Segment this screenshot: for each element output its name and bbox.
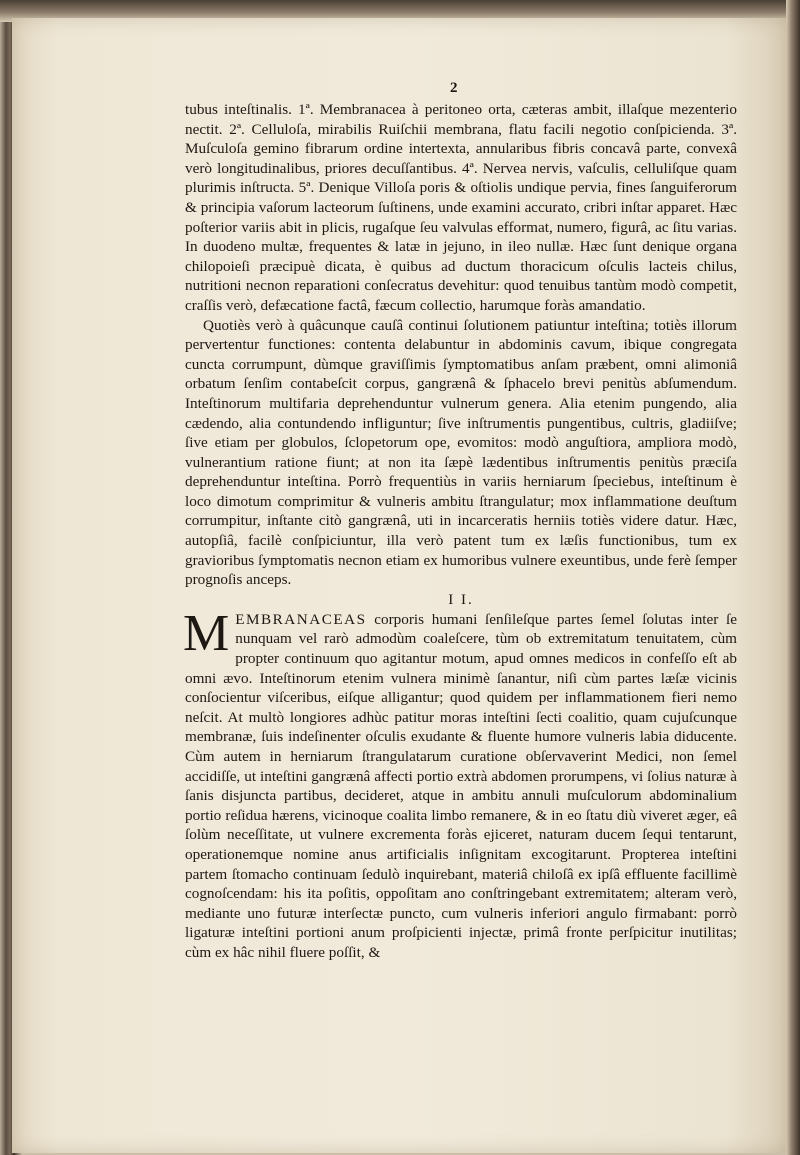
right-page-edge (786, 0, 800, 1155)
paragraph-3 (183, 604, 737, 963)
paragraph-2: Quotiès verò à quâcunque cauſâ continui ſolutionem patiuntur inteſtina; totiès illorum pervertentur functiones: contenta delabuntur in abdominis cavum, ibique congregata cuncta corrumpunt, dùmque graviſſimis ſymptomatibus anſam præbent, omni alimoniâ orbatum ſenſim contabeſcit corpus, gangrænâ & ſphacelo brevi penitùs abſumendum. Inteſtinorum multifaria deprehenduntur vulnerum genera. Alia etenim pungendo, alia cædendo, alia contundendo infliguntur; ſive inſtrumentis pungentibus, cultris, gladiiſve; ſive etiam per globulos, ſclopetorum ope, evomitos: modò anguſtiora, ampliora modò, vulnerantium ratione fiunt; at non ita ſæpè lædentibus inſtrumentis penitùs præciſa deprehenduntur inteſtina. Porrò frequentiùs in variis herniarum ſpeciebus, inteſtinum è loco dimotum comprimitur & vulneris ambitu ſtrangulatur; mox inflammatione deuſtum corrumpitur, inſtante citò gangrænâ, uti in incarceratis herniis totiès videre datur. Hæc, autopſiâ, facilè conſpiciuntur, illa verò patent tum ex læſis functionibus, tum ex gravioribus ſymptomatis necnon etiam ex humoribus vulnere exeuntibus, unde ferè ſemper prognoſis anceps. (185, 316, 737, 589)
body-text (185, 100, 737, 963)
section-number: I I. (448, 591, 474, 608)
paragraph-1: tubus inteſtinalis. 1ª. Membranacea à peritoneo orta, cæteras ambit, illaſque mezenterio nectit. 2ª. Celluloſa, mirabilis Ruiſchii membrana, flatu facili negotio conſpicienda. 3ª. Muſculoſa gemino fibrarum ordine intertexta, annularibus fibris concavâ parte, convexâ verò longitudinalibus, priores decuſſantibus. 4ª. Nervea nervis, vaſculis, celluliſque quam plurimis inſtructa. 5ª. Denique Villoſa poris & oſtiolis undique pervia, fines ſanguiferorum & principia vaſorum lacteorum ſuſtinens, unde examini accurato, cribri inſtar apparet. Hæc poſterior variis abit in plicis, rugaſque ſeu valvulas efformat, numero, figurâ, ac ſitu varias. In duodeno multæ, frequentes & latæ in jejuno, in ileo nullæ. Hæc ſunt denique organa chilopoieſi præcipuè dicata, è quibus ad ductum thoracicum oſculis lacteis chilus, nutritioni necnon reparationi conſecratus devehitur: quod tenuibus tantùm modò competit, craſſis verò, defæcatione factâ, fæcum collectio, harumque foràs amandatio. (185, 101, 737, 314)
paragraph-3-opening-caps: EMBRANACEAS (235, 610, 367, 628)
paragraph-3-text: corporis humani ſenſileſque partes ſemel ſolutas inter ſe nunquam vel rarò admodùm coaleſcere, tùm ob extremitatum tenuitatem, cùm propter continuum quo agitantur motum, apud omnes medicos in confeſſo eſt ab omni ævo. Inteſtinorum etenim vulnera minimè ſanantur, niſi cùm partes læſæ vicinis conſocientur viſceribus, eiſque alligantur; quod quidem per inflammationem fieri nemo neſcit. At multò longiores adhùc patitur moras inteſtini ſecti coalitio, quam cujuſcunque membranæ, ſuis indeſinenter oſculis exudante & fluente humore vulneris labia diducente. Cùm autem in herniarum ſtrangulatarum curatione obſervaverint Medici, non ſemel accidiſſe, ut inteſtini gangrænâ affecti portio extrà abdomen prorumpens, vi ſolius naturæ à ſanis disjuncta partibus, decideret, atque in ambitu annuli muſculorum abdominalium portio reſidua hærens, vicinoque coalita limbo remanere, & in eo ſtatu diù viveret æger, eâ ſolùm neceſſitate, ut vulnere excrementa foràs ejiceret, naturam ducem ſequi tentarunt, operationemque nomine anus artificialis inſignitam excogitarunt. Propterea inteſtini partem ſtomacho continuam ſedulò inquirebant, materiâ chiloſâ ex ipſâ effluente facillimè cognoſcendam: his ita poſitis, oppoſitam ano conſtringebant extremitatem; alteram verò, mediante uno futuræ interſectæ puncto, cum vulneris inferiori angulo firmabant: porrò ligaturæ inteſtini portioni anum proſpicienti injectæ, primâ fronte perſpicitur inutilitas; cùm ex hâc nihil fluere poſſit, & (185, 610, 737, 961)
page-number: 2 (450, 80, 458, 96)
drop-capital: M (183, 604, 230, 662)
